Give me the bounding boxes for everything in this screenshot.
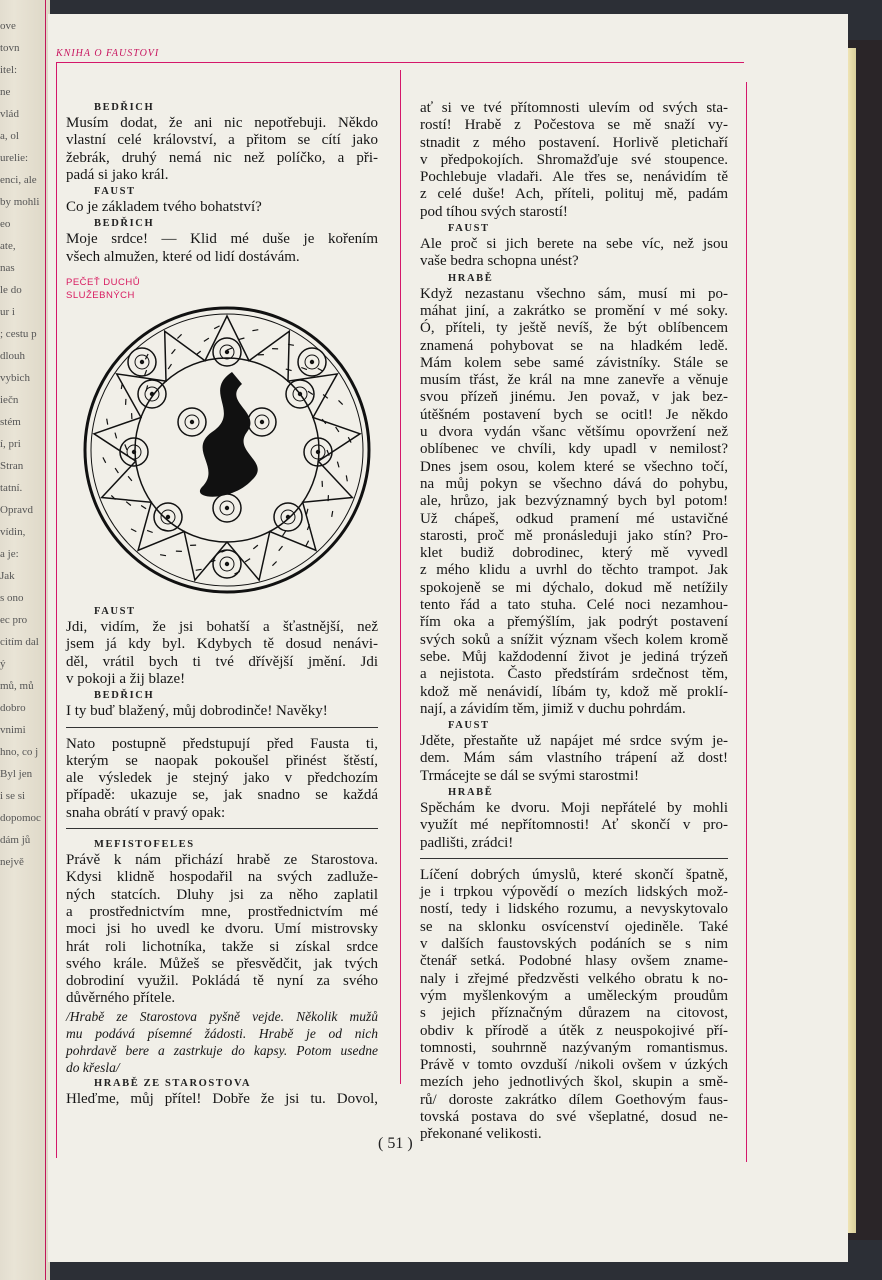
text-line: I ty buď blažený, můj dobrodinče! Navěky! <box>66 703 328 720</box>
speaker-name: HRABĚ <box>448 786 494 798</box>
left-page-text-fragment: ne <box>0 86 11 98</box>
text-line: rů/ doroste zakrátko dílem Goethovým faus- <box>420 1091 728 1108</box>
left-page-text-fragment: í, pri <box>0 438 21 450</box>
seal-symbol-mark <box>141 506 146 509</box>
seal-glyph-dot <box>310 360 314 364</box>
text-line: Právě v tomto ovzduší /nikoli ovšem v úzkých <box>420 1057 728 1074</box>
seal-symbol-mark <box>336 427 339 432</box>
running-head: KNIHA O FAUSTOVI <box>56 48 160 59</box>
text-line: mezích jeho jednotlivých škol, skupin a smě- <box>420 1074 728 1091</box>
text-line: z mého klidu a uvrhl do těchto trampot. Jak <box>420 562 728 579</box>
seal-glyph-dot <box>140 360 144 364</box>
text-line: musím třást, že král na mne zanevře a věnuje <box>420 372 728 389</box>
page-block-edge <box>848 48 856 1233</box>
left-page-text-fragment: mů, mů <box>0 680 34 692</box>
left-page-text-fragment: dám jů <box>0 834 31 846</box>
seal-symbol-mark <box>177 334 181 338</box>
text-line: sebe. Můj každodenní život je jediná trýzeň <box>420 648 728 665</box>
text-line: kdož mě nenávidí, líbám ty, kdož mě proklí- <box>420 683 728 700</box>
seal-symbol-mark <box>147 530 153 532</box>
left-page-text-fragment: tovn <box>0 42 20 54</box>
text-line: znamená pohybovat se na hladkém ledě. <box>420 337 728 354</box>
left-page-text-fragment: ur i <box>0 306 15 318</box>
left-page-text-fragment: vlád <box>0 108 19 120</box>
text-line: svou přízeň jinému. Jen považ, v jak bez- <box>420 389 728 406</box>
left-page-rule <box>45 0 46 1280</box>
text-line: Ale proč si jich berete na sebe víc, než jsou <box>420 236 728 253</box>
left-column-bottom <box>66 604 378 1108</box>
text-line: a prostřednictvím mne, prostřednictvím mé <box>66 903 378 920</box>
text-line: Trmácejte se dál se svými starostmi! <box>420 767 639 784</box>
text-line: naly i zřejmé předzvěsti velkého obratu k no- <box>420 970 728 987</box>
left-page-text-fragment: le do <box>0 284 22 296</box>
text-line: kterým se naopak pokoušel přinést štěstí, <box>66 752 378 769</box>
text-line: Hleďme, můj přítel! Dobře že jsi tu. Dovol, <box>66 1090 378 1107</box>
left-page-text-fragment: stém <box>0 416 21 428</box>
right-column <box>420 100 728 1144</box>
text-line: rostí! Hrabě z Počestova se mě snaží vy- <box>420 117 728 134</box>
left-column <box>66 100 378 1108</box>
left-page-text-fragment: dopomoc <box>0 812 41 824</box>
left-page-text-fragment: dlouh <box>0 350 26 362</box>
text-line: žebrák, druhý nemá nic než políčko, a při- <box>66 149 378 166</box>
seal-glyph-dot <box>225 350 229 354</box>
text-line: Kdysi klidně hospodařil na svých zadluže- <box>66 869 378 886</box>
text-line: Spěchám ke dvoru. Moji nepřátelé by mohli <box>420 799 728 816</box>
left-page-text-fragment: by mohli <box>0 196 40 208</box>
seal-symbol-mark <box>115 433 117 439</box>
seal-symbol-mark <box>227 348 233 350</box>
seal-symbol-mark <box>306 541 309 546</box>
seal-symbol-mark <box>286 369 292 371</box>
seal-symbol-mark <box>306 509 308 515</box>
seal-caption-line: SLUŽEBNÝCH <box>66 290 135 302</box>
seal-symbol-mark <box>346 475 347 481</box>
text-line: ale, hrůzo, jak bezvýznamný bych byl potom! <box>420 493 728 510</box>
seal-glyph-dot <box>316 450 320 454</box>
seal-glyph-dot <box>260 420 264 424</box>
text-line: tomnosti, souhrnně nazývaným romantismus. <box>420 1039 728 1056</box>
text-line: na můj pokyn se všechno dává do pohybu, <box>420 475 728 492</box>
text-line: hrát roli lichotníka, takže si získal srdce <box>66 938 378 955</box>
seal-symbol-mark <box>160 555 166 556</box>
seal-glyph-dot <box>190 420 194 424</box>
text-line: čtenář setká. Podobné hlasy ovšem zname- <box>420 953 728 970</box>
text-line: spokojeně se mi dýchalo, dokud mě netížily <box>420 579 728 596</box>
seal-symbol-mark <box>239 338 245 340</box>
seal-symbol-mark <box>126 502 131 506</box>
seal-symbol-mark <box>146 385 148 391</box>
seal-symbol-mark <box>115 468 118 473</box>
text-line: v předpokojích. Shromažďuje své stoupence. <box>420 151 728 168</box>
seal-glyph-dot <box>225 506 229 510</box>
seal-symbol-mark <box>168 364 171 369</box>
speaker-name: HRABĚ <box>448 272 494 284</box>
stage-direction-line: do křesla/ <box>66 1059 120 1075</box>
text-line: všech almužen, které od lidí dostávám. <box>66 248 300 265</box>
text-line: u dvora vydán všanc většímu opovržení než <box>420 424 728 441</box>
seal-symbol-mark <box>131 529 136 532</box>
left-page-text-fragment: dobro <box>0 702 26 714</box>
text-line: a nejistota. Často předstírám srdečnost těm, <box>420 666 728 683</box>
text-line: využít mé nepřítomnosti! Ať skončí v pro- <box>420 817 728 834</box>
left-page-text-fragment: ec pro <box>0 614 28 626</box>
text-line: Už chápeš, odkud pramení mé ustavičné <box>420 510 728 527</box>
seal-symbol-mark <box>107 419 108 425</box>
speaker-name: HRABĚ ZE STAROSTOVA <box>94 1077 252 1089</box>
text-line: Právě k nám přichází hrabě ze Starostova. <box>66 852 378 869</box>
left-page-text-fragment: nejvě <box>0 856 24 868</box>
speaker-name: BEDŘICH <box>94 218 155 230</box>
left-column-top <box>66 100 378 266</box>
text-line: klet budiž dobrodinec, který mě vyvedl <box>420 545 728 562</box>
section-divider <box>66 727 378 728</box>
left-page-text-fragment: Stran <box>0 460 24 472</box>
stage-direction-line: mu podává písemné žádosti. Hrabě je od nich <box>66 1025 378 1041</box>
text-line: nají, a závidím těm, jimiž v duchu pohrdám. <box>420 700 686 717</box>
seal-glyph-dot <box>225 562 229 566</box>
text-line: pod tíhou svých starostí! <box>420 203 568 220</box>
text-line: jsem já kdy byl. Kdybych tě dosud nenávi- <box>66 636 378 653</box>
seal-symbol-mark <box>337 462 339 468</box>
text-line: v dalších faustovských podáních se s nim <box>420 936 728 953</box>
text-line: případě: ukazuje se, jak snadno se každá <box>66 787 378 804</box>
left-page-text-fragment: Byl jen <box>0 768 33 780</box>
left-page-edge <box>0 0 50 1280</box>
seal-symbol-mark <box>252 330 258 331</box>
left-page-text-fragment: urelie: <box>0 152 29 164</box>
left-page-text-fragment: i se si <box>0 790 26 802</box>
seal-symbol-mark <box>103 457 106 462</box>
text-line: Moje srdce! — Klid mé duše je kořením <box>66 231 378 248</box>
left-page-text-fragment: ; cestu p <box>0 328 37 340</box>
left-page-text-fragment: ate, <box>0 240 16 252</box>
seal-glyph-dot <box>166 515 170 519</box>
text-line: tovská postava do své všeplatné, dosud ne- <box>420 1109 728 1126</box>
page-number: ( 51 ) <box>378 1135 413 1152</box>
left-page-text-fragment: vídin, <box>0 526 26 538</box>
left-page-text-fragment: a, ol <box>0 130 19 142</box>
text-line: Musím dodat, že ani nic nepotřebuji. Někdo <box>66 115 378 131</box>
seal-caption <box>66 276 378 302</box>
speaker-name: FAUST <box>448 720 490 732</box>
text-line: řím oka a přemýšlím, jak podrýt postavení <box>420 614 728 631</box>
seal-symbol-mark <box>172 349 176 354</box>
left-page-text-fragment: eo <box>0 218 11 230</box>
left-page-text-fragment: Jak <box>0 570 15 582</box>
text-line: ných statcích. Dluhy jsi za něho zaplatil <box>66 886 378 903</box>
section-divider <box>420 858 728 859</box>
left-page-text-fragment: ove <box>0 20 16 32</box>
left-page-text-fragment: enci, ale <box>0 174 37 186</box>
text-line: ností, tedy i lidského rozumu, a nevyskytovalo <box>420 901 728 918</box>
text-line: je i trpkou výpovědí o mezích lidských mož- <box>420 884 728 901</box>
left-page-text-fragment: tatní. <box>0 482 23 494</box>
top-rule <box>56 62 744 63</box>
text-line: dobrodiní využil. Pokládá tě nyní za svého <box>66 973 378 990</box>
text-line: svých soků a snížit význam všech kolem kromě <box>420 631 728 648</box>
left-page-text-fragment: vybich <box>0 372 30 384</box>
seal-symbol-mark <box>196 351 201 355</box>
seal-glyph-dot <box>150 392 154 396</box>
speaker-name: FAUST <box>94 186 136 198</box>
text-line: Nato postupně předstupují před Fausta ti, <box>66 735 378 752</box>
text-line: překonané velikosti. <box>420 1126 542 1143</box>
text-line: důvěrného přítele. <box>66 990 176 1007</box>
left-page-text-fragment: s ono <box>0 592 24 604</box>
text-line: Jdi, vidím, že jsi bohatší a šťastnější, než <box>66 619 378 636</box>
seal-symbol-mark <box>308 391 313 394</box>
text-line: ale výsledek je stejný jako v předchozím <box>66 770 378 787</box>
text-line: děl, vrátil bych ti tvé dřívější jmění. Jdi <box>66 653 378 670</box>
seal-symbol-mark <box>125 444 127 450</box>
seal-symbol-mark <box>128 476 132 481</box>
text-line: obdiv k přírodě a útěk z neuspokojivé pří- <box>420 1022 728 1039</box>
speaker-name: BEDŘICH <box>94 102 155 113</box>
seal-glyph-dot <box>132 450 136 454</box>
seal-symbol-mark <box>272 562 276 566</box>
seal-symbol-mark <box>332 511 333 517</box>
text-line: z celé duše! Ach, příteli, polituj mě, padám <box>420 186 728 203</box>
text-line: tento řád a tato stuha. Celé noci nezamhou- <box>420 597 728 614</box>
text-line: starosti, proč mě pronásleduji jako stín? Pro- <box>420 527 728 544</box>
text-line: s jejich příznačným důrazem na citovost, <box>420 1005 728 1022</box>
right-margin-rule <box>746 82 747 1162</box>
left-page-text-fragment: ý <box>0 658 6 670</box>
seal-symbol-mark <box>121 383 122 389</box>
left-page-text-fragment: hno, co j <box>0 746 39 758</box>
text-line: moci jsi ho uvedl ke dvoru. Umí mistrovsky <box>66 921 378 938</box>
speaker-name: BEDŘICH <box>94 690 155 702</box>
section-divider <box>66 828 378 829</box>
text-line: máhat jiní, a zakrátko se promění v mé soky. <box>420 302 728 319</box>
text-line: Pochlebuje vladaři. Ale třes se, nenávidím tě <box>420 169 728 186</box>
left-page-text-fragment: a je: <box>0 548 19 560</box>
left-margin-rule <box>56 62 57 1158</box>
text-line: se na sklonku osvícenství ojediněle. Také <box>420 918 728 935</box>
text-line: vaše bedra schopna unést? <box>420 253 579 270</box>
seal-symbol-mark <box>318 368 323 371</box>
seal-caption-line: PEČEŤ DUCHŮ <box>66 277 141 289</box>
text-line: Co je základem tvého bohatství? <box>66 199 262 216</box>
seal-symbol-mark <box>245 559 250 562</box>
text-line: útěšném postavení bych se ocitl! Je někdo <box>420 406 728 423</box>
book-page <box>48 14 848 1262</box>
left-page-text-fragment: Opravd <box>0 504 33 516</box>
text-line: v pokoji a žij blaze! <box>66 670 186 687</box>
left-page-text-fragment: citím dal <box>0 636 39 648</box>
seal-symbol-mark <box>214 326 219 329</box>
text-line: snaha obrátí v pravý opak: <box>66 804 226 821</box>
seal-symbol-mark <box>283 531 286 536</box>
left-page-text-fragment: vnimi <box>0 724 26 736</box>
left-page-text-fragment: nas <box>0 262 15 274</box>
seal-symbol-mark <box>204 338 209 341</box>
text-line: svého krále. Můžeš se přesvědčit, jak tvých <box>66 955 378 972</box>
text-line: oblíbenec ve chvíli, kdy upadl v nemilost? <box>420 441 728 458</box>
stage-direction-line: /Hrabě ze Starostova pyšně vejde. Několik mužů <box>66 1008 378 1024</box>
stage-direction-line: pohrdavě bere a zastrkuje do kapsy. Potom usedne <box>66 1042 378 1058</box>
speaker-name: MEFISTOFELES <box>94 839 195 851</box>
text-line: vým myšlenkovým a uměleckým proudům <box>420 987 728 1004</box>
seal-symbol-mark <box>301 368 307 370</box>
seal-glyph-dot <box>298 392 302 396</box>
text-line: Když nezastanu všechno sám, musí mi po- <box>420 285 728 302</box>
text-line: Líčení dobrých úmyslů, které skončí špatně, <box>420 866 728 883</box>
text-line: padá si jako král. <box>66 166 169 183</box>
text-line: Dnes jsem osou, kolem které se všechno točí, <box>420 458 728 475</box>
text-line: ať si ve tvé přítomnosti ulevím od svých sta- <box>420 100 728 116</box>
text-line: stnadit z mého postavení. Horlivě pletichaří <box>420 134 728 151</box>
text-line: Mám kolem sebe samé závistníky. Stále se <box>420 354 728 371</box>
seal-symbol-mark <box>253 545 258 549</box>
left-page-text-fragment: itel: <box>0 64 18 76</box>
text-line: Ó, příteli, ty ještě nevíš, že být oblíbencem <box>420 320 728 337</box>
speaker-name: FAUST <box>94 606 136 618</box>
seal-central-serpent <box>200 372 258 497</box>
seal-symbol-mark <box>196 569 202 570</box>
text-line: Jděte, přestaňte už napájet mé srdce svým je- <box>420 733 728 750</box>
left-page-text-fragment: iečn <box>0 394 19 406</box>
speaker-name: FAUST <box>448 223 490 235</box>
seal-symbol-mark <box>279 546 283 551</box>
text-line: dem. Mám sám vlastního trápení až dost! <box>420 750 728 767</box>
seal-glyph-dot <box>286 515 290 519</box>
spirit-seal-illustration <box>82 302 372 598</box>
seal-symbol-mark <box>339 400 343 404</box>
column-divider-rule <box>400 70 401 1084</box>
text-line: vlastní celé království, a přitom se cítí jako <box>66 132 378 149</box>
text-line: padlišti, zrádci! <box>420 834 514 851</box>
